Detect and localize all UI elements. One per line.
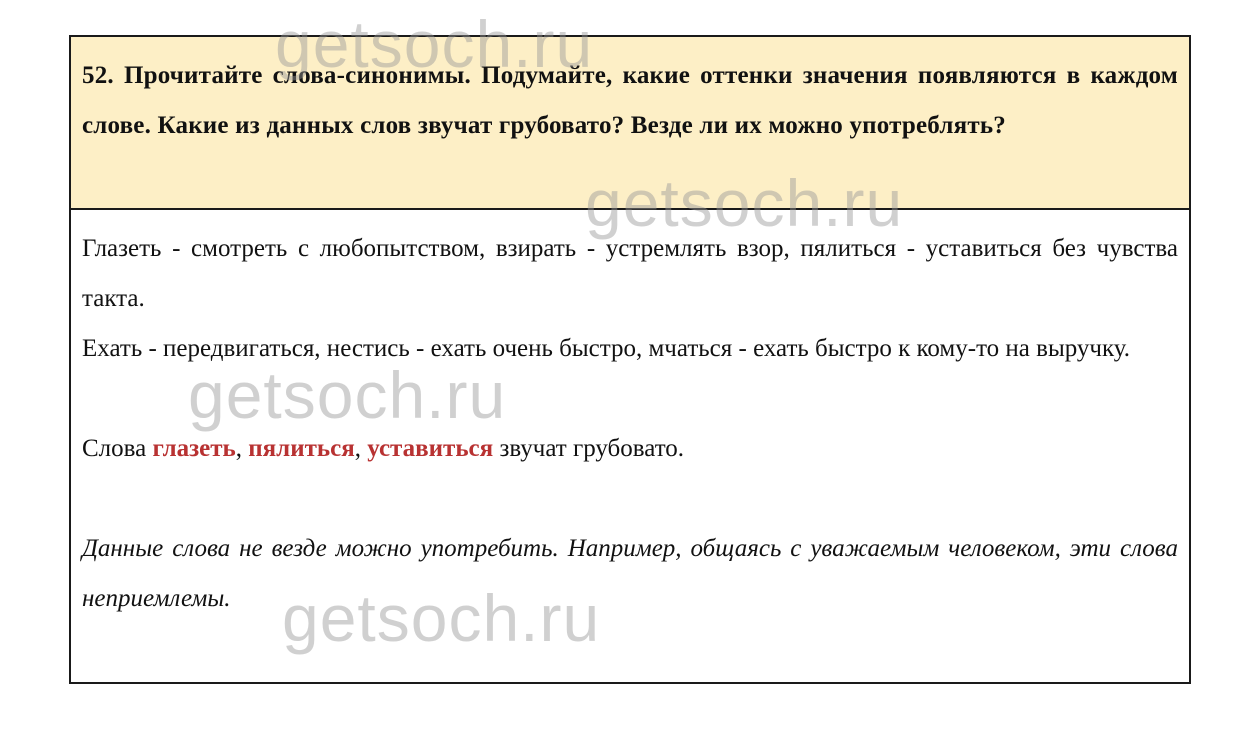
watermark-2: getsoch.ru (585, 166, 904, 240)
highlight-word-3: уставиться (367, 435, 494, 462)
rude-words-sentence (82, 424, 1178, 474)
watermark-1: getsoch.ru (275, 7, 594, 81)
separator-2: , (354, 435, 368, 462)
answer-line-1: Глазеть - смотреть с любопытством, взирать - устремлять взор, пялиться - уставиться без чувства такта. (82, 235, 1178, 312)
answer-body (71, 210, 1189, 624)
rude-suffix: звучат грубовато. (493, 435, 685, 462)
highlight-word-1: глазеть (152, 435, 236, 462)
task-text: 52. Прочитайте слова-синонимы. Подумайте, какие оттенки значения появляются в каждом слове. Какие из данных слов звучат грубовато? Везде ли их можно употреблять? (82, 62, 1178, 139)
answer-line-2: Ехать - передвигаться, нестись - ехать очень быстро, мчаться - ехать быстро к кому-то на выручку. (82, 335, 1131, 362)
conclusion-text: Данные слова не везде можно употребить. Например, общаясь с уважаемым человеком, эти слова неприемлемы. (82, 535, 1178, 612)
rude-prefix: Слова (82, 435, 153, 462)
task-header (71, 37, 1189, 210)
exercise-card (69, 35, 1191, 684)
watermark-4: getsoch.ru (282, 581, 601, 655)
watermark-3: getsoch.ru (188, 358, 507, 432)
highlight-word-2: пялиться (248, 435, 355, 462)
separator-1: , (235, 435, 249, 462)
